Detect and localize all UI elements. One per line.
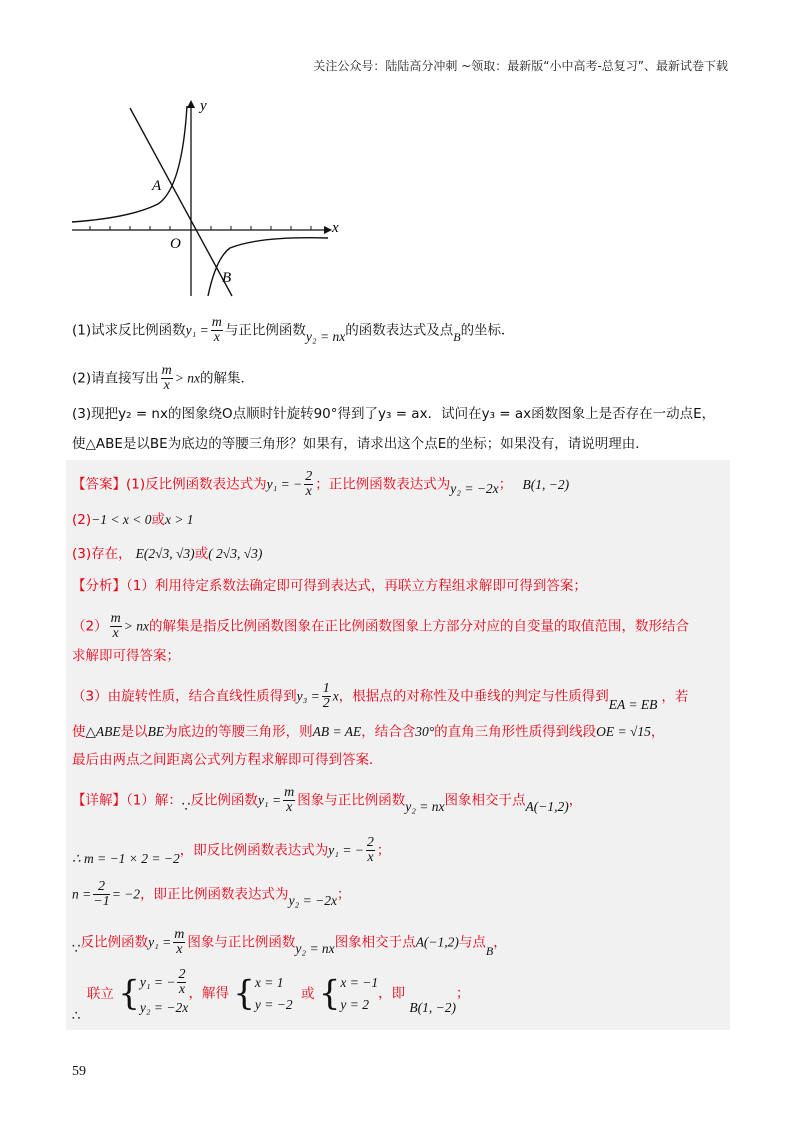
- fraction: $\frac{2}{-1}$: [93, 879, 110, 909]
- fraction: $\frac{2}{x}$: [366, 835, 374, 865]
- hyperbola-branch-left: [72, 106, 187, 222]
- answer-line-3: (3)存在， E(2√3, √3)或( 2√3, √3): [72, 546, 263, 562]
- fraction: $\frac{m}{x}$: [211, 315, 222, 345]
- question-3-line-1: (3)现把y₂ = nx的图象绕O点顺时针旋转90°得到了y₃ = ax．试问在y₃ = ax函数图象上是否存在一动点E，: [72, 406, 716, 422]
- hyperbola-branch-right: [208, 238, 328, 296]
- y-axis-arrow-icon: [187, 100, 195, 108]
- fraction: $\frac{m}{x}$: [110, 611, 121, 641]
- detail-line-2: ∴ m = −1 × 2 = −2，即反比例函数表达式为y₁ = − $\frac{2}{x}$ ；: [72, 835, 391, 866]
- solution-system-2: x = −1 y = 2: [340, 974, 379, 1012]
- point-b-label: B: [222, 270, 232, 286]
- origin-label: O: [170, 236, 181, 252]
- x-axis-arrow-icon: [324, 226, 332, 234]
- page-number: 59: [72, 1064, 86, 1079]
- analysis-line-1: 【分析】（1）利用待定系数法确定即可得到表达式，再联立方程组求解即可得到答案；: [72, 578, 587, 594]
- equation-system: y₁ = − $\frac{2}{x}$ y₂ = −2x: [139, 967, 189, 1015]
- analysis-line-5: 使△ABE是以BE为底边的等腰三角形，则AB = AE，结合含30°的直角三角形性质得到线段OE = √15，: [72, 724, 665, 740]
- fraction: $\frac{1}{2}$: [322, 681, 330, 711]
- detail-line-4: ∵反比例函数y₁ = $\frac{m}{x}$ 图象与正比例函数y₂ = nx图象相交于点A(−1,2)与点B，: [72, 927, 507, 958]
- question-3-line-2: 使△ABE是以BE为底边的等腰三角形？如果有，请求出这个点E的坐标；如果没有，请说明理由．: [72, 436, 649, 452]
- page-header: 关注公众号：陆陆高分冲刺 ~领取：最新版“小中高考-总复习”、最新试卷下载: [313, 59, 728, 73]
- question-1: (1)试求反比例函数y₁ = $\frac{m}{x}$ 与正比例函数y₂ = nx的函数表达式及点B的坐标．: [72, 315, 515, 345]
- direct-proportion-line: [130, 108, 232, 296]
- y-axis-label: y: [200, 98, 207, 114]
- point-a-label: A: [152, 178, 162, 194]
- solution-system-1: x = 1 y = −2: [254, 974, 293, 1012]
- detail-line-5: ∴ 联立 { y₁ = − $\frac{2}{x}$ y₂ = −2x ，解得 { x = 1 y = −2 或 { x = −1 y = 2 ，即 B(1, −2)；: [72, 967, 470, 1024]
- analysis-line-4: （3）由旋转性质，结合直线性质得到y₃ = $\frac{1}{2}$ x，根据点的对称性及中垂线的判定与性质得到EA = EB ，若: [72, 681, 689, 712]
- answer-line-2: (2)−1 < x < 0或x > 1: [72, 512, 194, 528]
- fraction: $\frac{2}{x}$: [305, 469, 313, 499]
- analysis-line-6: 最后由两点之间距离公式列方程求解即可得到答案．: [72, 752, 383, 768]
- analysis-line-3: 求解即可得答案；: [72, 648, 180, 664]
- fraction: $\frac{m}{x}$: [284, 785, 295, 815]
- fraction: $\frac{m}{x}$: [174, 927, 185, 957]
- detail-line-3: n = $\frac{2}{-1}$ = −2，即正比例函数表达式为y₂ = −2x；: [72, 879, 351, 909]
- answer-line-1: 【答案】(1)反比例函数表达式为y₁ = − $\frac{2}{x}$ ；正比例函数表达式为y₂ = −2x； B(1, −2): [72, 469, 570, 499]
- function-graph: [70, 96, 350, 301]
- analysis-line-2: （2） $\frac{m}{x}$ > nx的解集是指反比例函数图象在正比例函数图象上方部分对应的自变量的取值范围，数形结合: [72, 611, 689, 641]
- x-axis-label: x: [332, 220, 339, 236]
- question-2: (2)请直接写出 $\frac{m}{x}$ > nx的解集．: [72, 363, 254, 393]
- detail-line-1: 【详解】（1）解：∵反比例函数y₁ = $\frac{m}{x}$ 图象与正比例函数y₂ = nx图象相交于点A(−1,2)，: [72, 785, 583, 815]
- fraction: $\frac{m}{x}$: [161, 363, 172, 393]
